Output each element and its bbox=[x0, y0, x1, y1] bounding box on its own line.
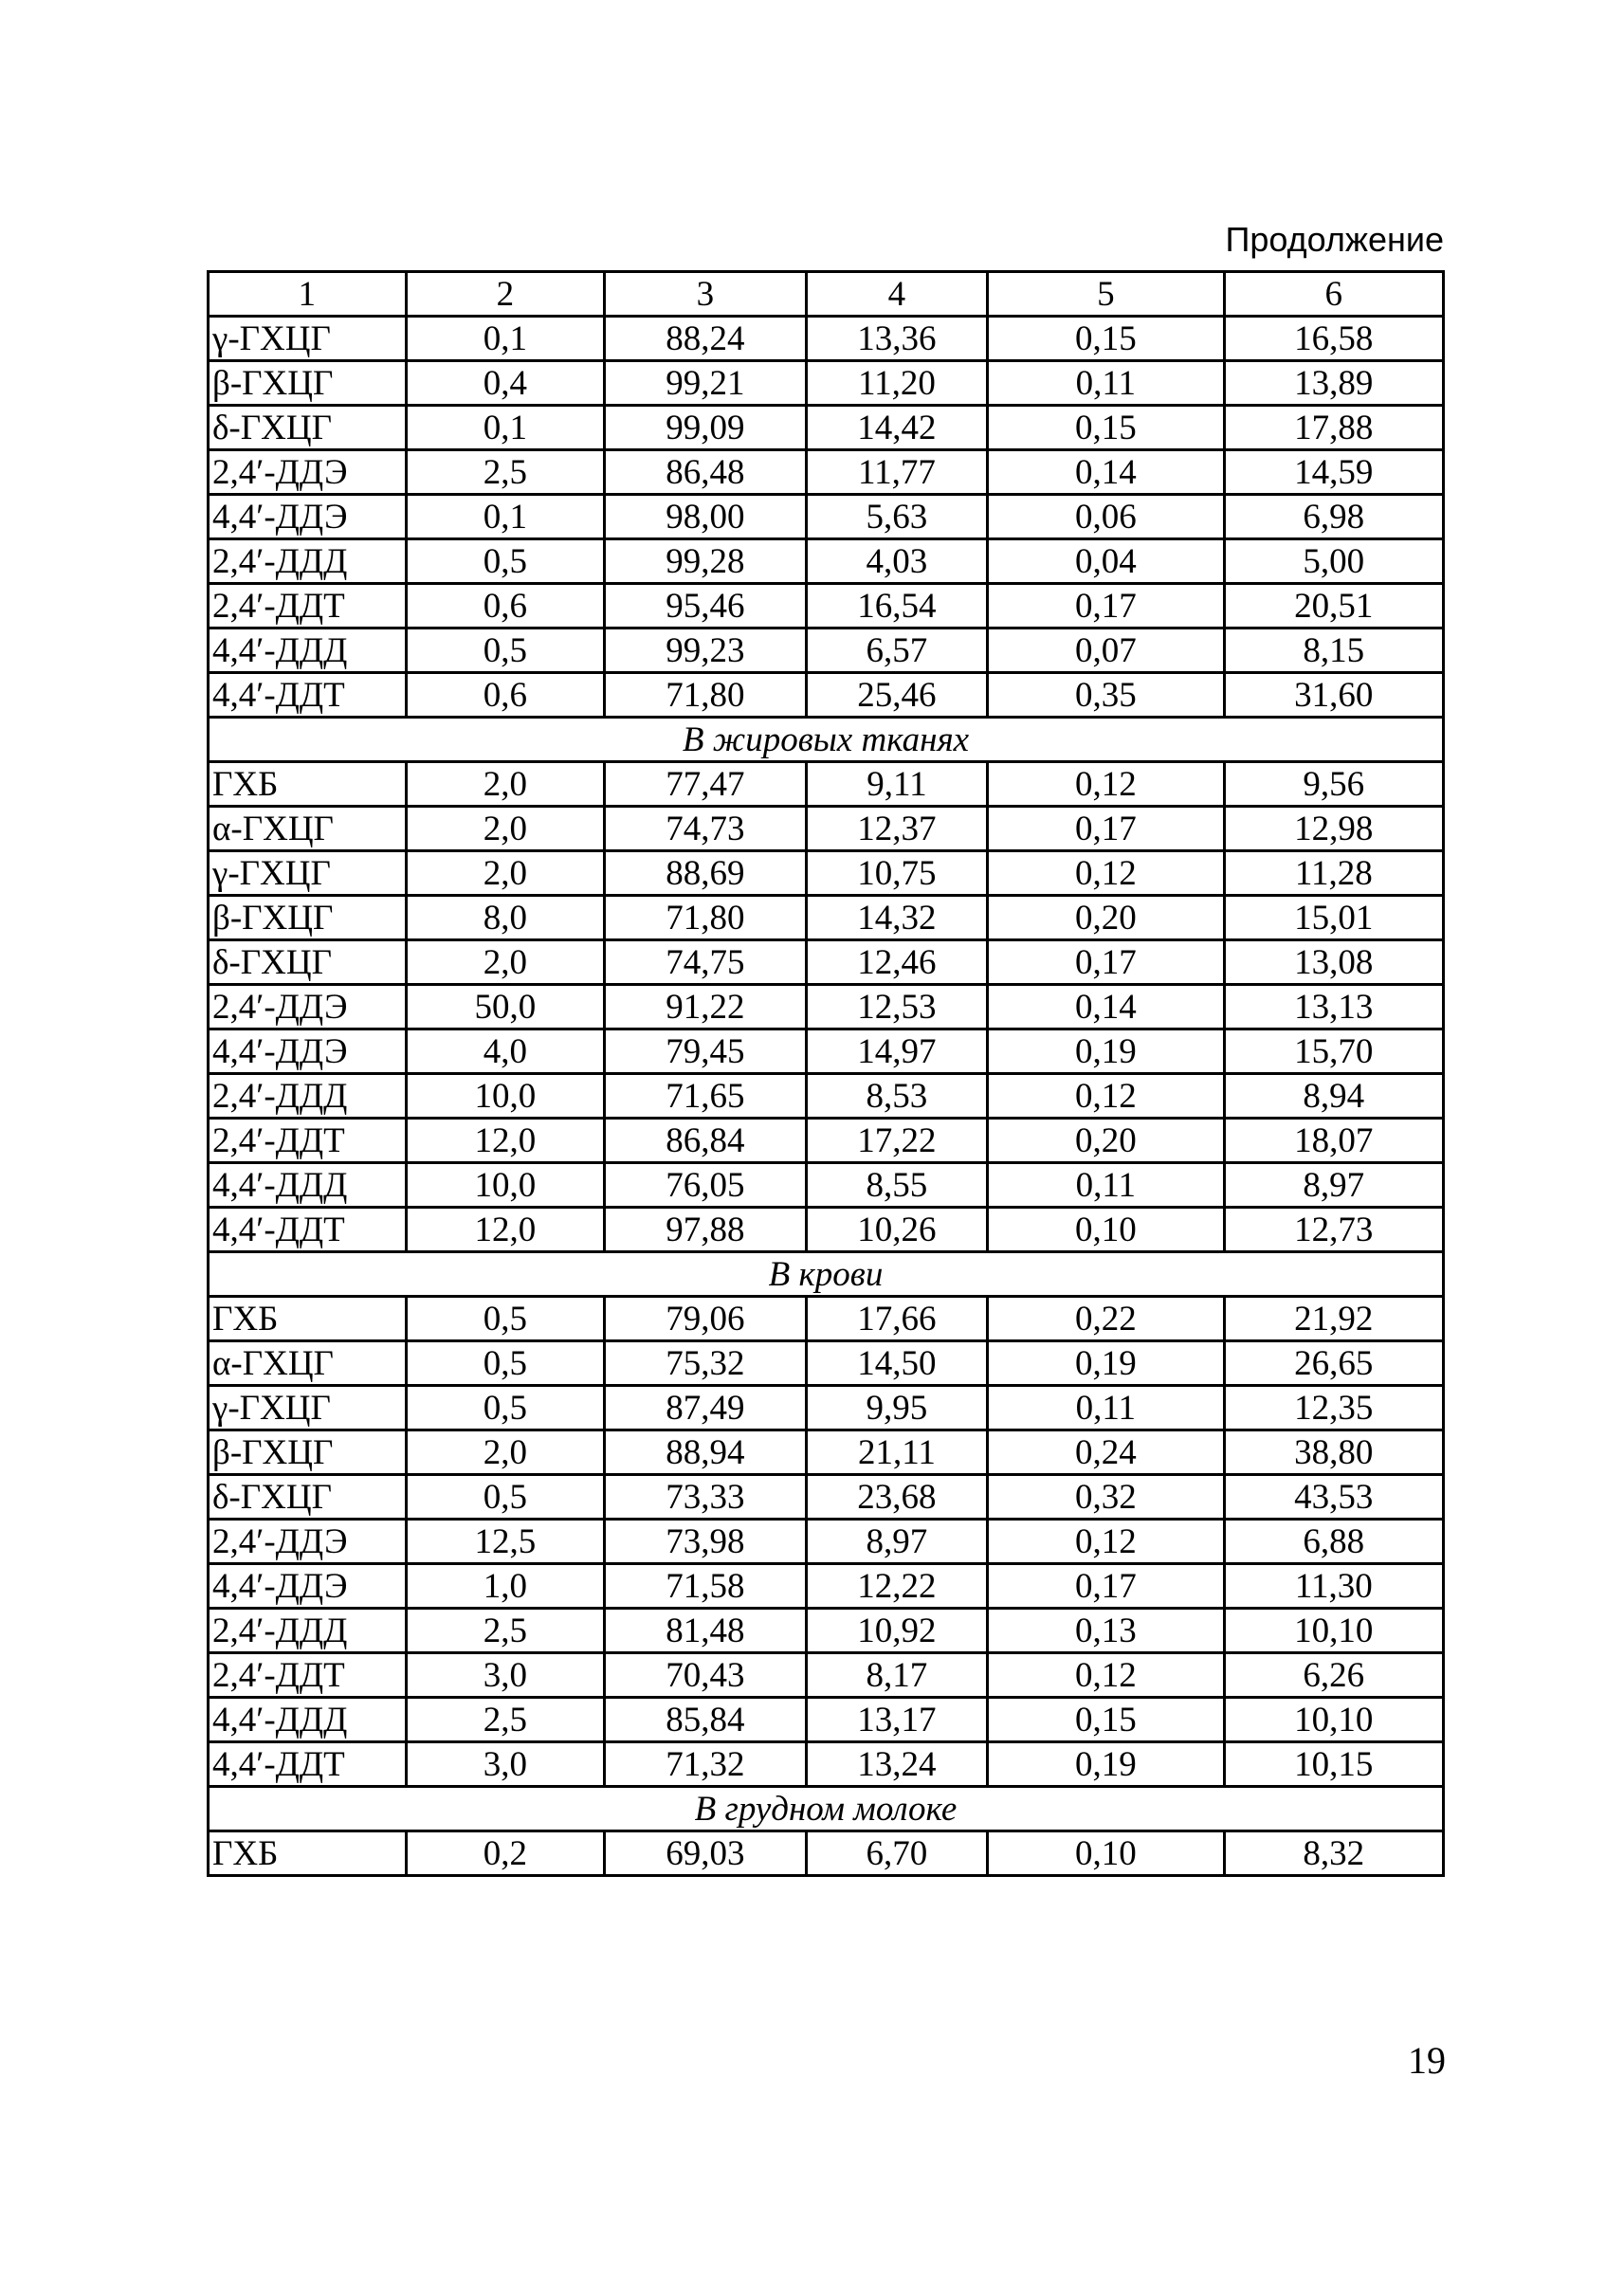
value-cell: 0,10 bbox=[988, 1831, 1224, 1876]
value-cell: 0,19 bbox=[988, 1742, 1224, 1787]
value-cell: 10,10 bbox=[1224, 1698, 1443, 1742]
value-cell: 31,60 bbox=[1224, 673, 1443, 718]
value-cell: 0,12 bbox=[988, 1074, 1224, 1119]
value-cell: 2,0 bbox=[406, 851, 604, 896]
value-cell: 98,00 bbox=[605, 495, 807, 539]
value-cell: 17,22 bbox=[806, 1119, 988, 1163]
value-cell: 8,97 bbox=[1224, 1163, 1443, 1208]
value-cell: 14,59 bbox=[1224, 450, 1443, 495]
value-cell: 2,0 bbox=[406, 807, 604, 851]
table-row bbox=[209, 1653, 1444, 1698]
value-cell: 0,1 bbox=[406, 317, 604, 361]
value-cell: 91,22 bbox=[605, 985, 807, 1029]
value-cell: 73,98 bbox=[605, 1520, 807, 1564]
value-cell: 14,50 bbox=[806, 1341, 988, 1386]
table-row bbox=[209, 361, 1444, 406]
table-row bbox=[209, 1564, 1444, 1609]
value-cell: 8,97 bbox=[806, 1520, 988, 1564]
value-cell: 88,94 bbox=[605, 1430, 807, 1475]
value-cell: 76,05 bbox=[605, 1163, 807, 1208]
value-cell: 71,65 bbox=[605, 1074, 807, 1119]
value-cell: 0,11 bbox=[988, 361, 1224, 406]
value-cell: 8,17 bbox=[806, 1653, 988, 1698]
value-cell: 0,5 bbox=[406, 1475, 604, 1520]
value-cell: 0,07 bbox=[988, 628, 1224, 673]
value-cell: 13,17 bbox=[806, 1698, 988, 1742]
value-cell: 18,07 bbox=[1224, 1119, 1443, 1163]
table-row bbox=[209, 495, 1444, 539]
compound-name-cell: 2,4′-ДДД bbox=[209, 539, 407, 584]
value-cell: 11,30 bbox=[1224, 1564, 1443, 1609]
value-cell: 14,42 bbox=[806, 406, 988, 450]
table-row bbox=[209, 807, 1444, 851]
column-header: 1 bbox=[209, 272, 407, 317]
compound-name-cell: δ-ГХЦГ bbox=[209, 406, 407, 450]
value-cell: 3,0 bbox=[406, 1653, 604, 1698]
value-cell: 0,6 bbox=[406, 673, 604, 718]
value-cell: 86,48 bbox=[605, 450, 807, 495]
value-cell: 13,13 bbox=[1224, 985, 1443, 1029]
column-header: 5 bbox=[988, 272, 1224, 317]
value-cell: 12,0 bbox=[406, 1208, 604, 1252]
table-row bbox=[209, 1119, 1444, 1163]
value-cell: 71,58 bbox=[605, 1564, 807, 1609]
value-cell: 9,95 bbox=[806, 1386, 988, 1430]
value-cell: 71,32 bbox=[605, 1742, 807, 1787]
value-cell: 0,06 bbox=[988, 495, 1224, 539]
compound-name-cell: 2,4′-ДДД bbox=[209, 1074, 407, 1119]
value-cell: 99,21 bbox=[605, 361, 807, 406]
value-cell: 13,89 bbox=[1224, 361, 1443, 406]
value-cell: 0,11 bbox=[988, 1386, 1224, 1430]
value-cell: 0,15 bbox=[988, 317, 1224, 361]
table-row bbox=[209, 1163, 1444, 1208]
value-cell: 10,26 bbox=[806, 1208, 988, 1252]
value-cell: 12,35 bbox=[1224, 1386, 1443, 1430]
value-cell: 9,11 bbox=[806, 762, 988, 807]
compound-name-cell: γ-ГХЦГ bbox=[209, 1386, 407, 1430]
value-cell: 8,94 bbox=[1224, 1074, 1443, 1119]
value-cell: 0,19 bbox=[988, 1029, 1224, 1074]
table-row bbox=[209, 450, 1444, 495]
value-cell: 0,5 bbox=[406, 1386, 604, 1430]
compound-name-cell: β-ГХЦГ bbox=[209, 1430, 407, 1475]
value-cell: 8,15 bbox=[1224, 628, 1443, 673]
value-cell: 2,0 bbox=[406, 762, 604, 807]
value-cell: 0,12 bbox=[988, 1520, 1224, 1564]
value-cell: 0,32 bbox=[988, 1475, 1224, 1520]
table-row bbox=[209, 317, 1444, 361]
column-header: 3 bbox=[605, 272, 807, 317]
compound-name-cell: β-ГХЦГ bbox=[209, 361, 407, 406]
value-cell: 73,33 bbox=[605, 1475, 807, 1520]
table-row bbox=[209, 1297, 1444, 1341]
section-row bbox=[209, 1252, 1444, 1297]
compound-name-cell: 2,4′-ДДТ bbox=[209, 1119, 407, 1163]
value-cell: 1,0 bbox=[406, 1564, 604, 1609]
value-cell: 0,35 bbox=[988, 673, 1224, 718]
value-cell: 50,0 bbox=[406, 985, 604, 1029]
value-cell: 8,0 bbox=[406, 896, 604, 940]
value-cell: 20,51 bbox=[1224, 584, 1443, 628]
table-row bbox=[209, 1742, 1444, 1787]
compound-name-cell: 2,4′-ДДЭ bbox=[209, 450, 407, 495]
compound-name-cell: γ-ГХЦГ bbox=[209, 851, 407, 896]
compound-name-cell: δ-ГХЦГ bbox=[209, 1475, 407, 1520]
value-cell: 9,56 bbox=[1224, 762, 1443, 807]
compound-name-cell: 2,4′-ДДД bbox=[209, 1609, 407, 1653]
table-row bbox=[209, 1208, 1444, 1252]
value-cell: 99,09 bbox=[605, 406, 807, 450]
compound-name-cell: 4,4′-ДДД bbox=[209, 628, 407, 673]
compound-name-cell: α-ГХЦГ bbox=[209, 807, 407, 851]
data-table bbox=[207, 270, 1445, 1877]
column-header: 2 bbox=[406, 272, 604, 317]
table-row bbox=[209, 1520, 1444, 1564]
value-cell: 0,04 bbox=[988, 539, 1224, 584]
table-row bbox=[209, 851, 1444, 896]
value-cell: 11,28 bbox=[1224, 851, 1443, 896]
value-cell: 13,36 bbox=[806, 317, 988, 361]
value-cell: 99,23 bbox=[605, 628, 807, 673]
continuation-label: Продолжение bbox=[1225, 220, 1444, 259]
value-cell: 23,68 bbox=[806, 1475, 988, 1520]
compound-name-cell: 4,4′-ДДД bbox=[209, 1698, 407, 1742]
value-cell: 0,17 bbox=[988, 807, 1224, 851]
table-row bbox=[209, 762, 1444, 807]
value-cell: 0,12 bbox=[988, 762, 1224, 807]
compound-name-cell: α-ГХЦГ bbox=[209, 1341, 407, 1386]
column-header: 4 bbox=[806, 272, 988, 317]
table-row bbox=[209, 896, 1444, 940]
value-cell: 99,28 bbox=[605, 539, 807, 584]
value-cell: 95,46 bbox=[605, 584, 807, 628]
value-cell: 12,22 bbox=[806, 1564, 988, 1609]
value-cell: 97,88 bbox=[605, 1208, 807, 1252]
value-cell: 0,15 bbox=[988, 1698, 1224, 1742]
value-cell: 16,58 bbox=[1224, 317, 1443, 361]
value-cell: 11,20 bbox=[806, 361, 988, 406]
table-row bbox=[209, 628, 1444, 673]
compound-name-cell: 4,4′-ДДТ bbox=[209, 673, 407, 718]
value-cell: 13,08 bbox=[1224, 940, 1443, 985]
value-cell: 0,20 bbox=[988, 1119, 1224, 1163]
value-cell: 12,0 bbox=[406, 1119, 604, 1163]
table-row bbox=[209, 985, 1444, 1029]
value-cell: 10,0 bbox=[406, 1163, 604, 1208]
page-number: 19 bbox=[1408, 2039, 1446, 2082]
compound-name-cell: ГХБ bbox=[209, 1297, 407, 1341]
value-cell: 0,11 bbox=[988, 1163, 1224, 1208]
compound-name-cell: 2,4′-ДДТ bbox=[209, 584, 407, 628]
table-row bbox=[209, 539, 1444, 584]
value-cell: 0,4 bbox=[406, 361, 604, 406]
value-cell: 0,14 bbox=[988, 985, 1224, 1029]
value-cell: 0,5 bbox=[406, 1297, 604, 1341]
value-cell: 12,37 bbox=[806, 807, 988, 851]
value-cell: 8,53 bbox=[806, 1074, 988, 1119]
value-cell: 12,98 bbox=[1224, 807, 1443, 851]
value-cell: 0,19 bbox=[988, 1341, 1224, 1386]
table-row bbox=[209, 1475, 1444, 1520]
value-cell: 69,03 bbox=[605, 1831, 807, 1876]
value-cell: 0,13 bbox=[988, 1609, 1224, 1653]
value-cell: 71,80 bbox=[605, 896, 807, 940]
compound-name-cell: γ-ГХЦГ bbox=[209, 317, 407, 361]
value-cell: 0,17 bbox=[988, 584, 1224, 628]
table-row bbox=[209, 940, 1444, 985]
value-cell: 0,1 bbox=[406, 495, 604, 539]
compound-name-cell: 2,4′-ДДТ bbox=[209, 1653, 407, 1698]
value-cell: 0,2 bbox=[406, 1831, 604, 1876]
value-cell: 2,0 bbox=[406, 940, 604, 985]
value-cell: 77,47 bbox=[605, 762, 807, 807]
value-cell: 88,69 bbox=[605, 851, 807, 896]
value-cell: 12,46 bbox=[806, 940, 988, 985]
value-cell: 8,32 bbox=[1224, 1831, 1443, 1876]
value-cell: 14,32 bbox=[806, 896, 988, 940]
table-row bbox=[209, 1341, 1444, 1386]
compound-name-cell: β-ГХЦГ bbox=[209, 896, 407, 940]
compound-name-cell: 4,4′-ДДЭ bbox=[209, 1029, 407, 1074]
value-cell: 6,70 bbox=[806, 1831, 988, 1876]
value-cell: 6,57 bbox=[806, 628, 988, 673]
compound-name-cell: 2,4′-ДДЭ bbox=[209, 985, 407, 1029]
table-row bbox=[209, 406, 1444, 450]
table-row bbox=[209, 584, 1444, 628]
value-cell: 88,24 bbox=[605, 317, 807, 361]
compound-name-cell: 2,4′-ДДЭ bbox=[209, 1520, 407, 1564]
value-cell: 0,22 bbox=[988, 1297, 1224, 1341]
table-row bbox=[209, 1430, 1444, 1475]
value-cell: 43,53 bbox=[1224, 1475, 1443, 1520]
section-label: В грудном молоке bbox=[209, 1787, 1444, 1831]
compound-name-cell: ГХБ bbox=[209, 762, 407, 807]
section-row bbox=[209, 1787, 1444, 1831]
value-cell: 79,06 bbox=[605, 1297, 807, 1341]
value-cell: 0,20 bbox=[988, 896, 1224, 940]
section-label: В крови bbox=[209, 1252, 1444, 1297]
value-cell: 10,0 bbox=[406, 1074, 604, 1119]
value-cell: 17,66 bbox=[806, 1297, 988, 1341]
value-cell: 86,84 bbox=[605, 1119, 807, 1163]
value-cell: 2,5 bbox=[406, 1698, 604, 1742]
value-cell: 0,14 bbox=[988, 450, 1224, 495]
value-cell: 21,11 bbox=[806, 1430, 988, 1475]
value-cell: 2,0 bbox=[406, 1430, 604, 1475]
value-cell: 85,84 bbox=[605, 1698, 807, 1742]
value-cell: 4,0 bbox=[406, 1029, 604, 1074]
value-cell: 8,55 bbox=[806, 1163, 988, 1208]
value-cell: 0,24 bbox=[988, 1430, 1224, 1475]
value-cell: 0,15 bbox=[988, 406, 1224, 450]
table-row bbox=[209, 1386, 1444, 1430]
compound-name-cell: 4,4′-ДДЭ bbox=[209, 1564, 407, 1609]
value-cell: 25,46 bbox=[806, 673, 988, 718]
value-cell: 12,5 bbox=[406, 1520, 604, 1564]
compound-name-cell: 4,4′-ДДТ bbox=[209, 1208, 407, 1252]
value-cell: 0,6 bbox=[406, 584, 604, 628]
table-body bbox=[209, 317, 1444, 1876]
table-row bbox=[209, 1609, 1444, 1653]
value-cell: 5,00 bbox=[1224, 539, 1443, 584]
value-cell: 2,5 bbox=[406, 1609, 604, 1653]
value-cell: 0,12 bbox=[988, 851, 1224, 896]
section-label: В жировых тканях bbox=[209, 718, 1444, 762]
compound-name-cell: 4,4′-ДДЭ bbox=[209, 495, 407, 539]
value-cell: 16,54 bbox=[806, 584, 988, 628]
value-cell: 6,98 bbox=[1224, 495, 1443, 539]
value-cell: 14,97 bbox=[806, 1029, 988, 1074]
value-cell: 6,26 bbox=[1224, 1653, 1443, 1698]
table-row bbox=[209, 1698, 1444, 1742]
value-cell: 70,43 bbox=[605, 1653, 807, 1698]
value-cell: 12,73 bbox=[1224, 1208, 1443, 1252]
value-cell: 13,24 bbox=[806, 1742, 988, 1787]
compound-name-cell: ГХБ bbox=[209, 1831, 407, 1876]
value-cell: 3,0 bbox=[406, 1742, 604, 1787]
value-cell: 12,53 bbox=[806, 985, 988, 1029]
value-cell: 0,1 bbox=[406, 406, 604, 450]
value-cell: 21,92 bbox=[1224, 1297, 1443, 1341]
compound-name-cell: 4,4′-ДДТ bbox=[209, 1742, 407, 1787]
compound-name-cell: δ-ГХЦГ bbox=[209, 940, 407, 985]
value-cell: 0,10 bbox=[988, 1208, 1224, 1252]
table-row bbox=[209, 1074, 1444, 1119]
table-row bbox=[209, 1029, 1444, 1074]
value-cell: 10,92 bbox=[806, 1609, 988, 1653]
column-header: 6 bbox=[1224, 272, 1443, 317]
value-cell: 0,17 bbox=[988, 940, 1224, 985]
value-cell: 6,88 bbox=[1224, 1520, 1443, 1564]
value-cell: 74,75 bbox=[605, 940, 807, 985]
value-cell: 5,63 bbox=[806, 495, 988, 539]
table-row bbox=[209, 673, 1444, 718]
compound-name-cell: 4,4′-ДДД bbox=[209, 1163, 407, 1208]
value-cell: 71,80 bbox=[605, 673, 807, 718]
value-cell: 15,70 bbox=[1224, 1029, 1443, 1074]
value-cell: 79,45 bbox=[605, 1029, 807, 1074]
table-row bbox=[209, 1831, 1444, 1876]
value-cell: 15,01 bbox=[1224, 896, 1443, 940]
value-cell: 81,48 bbox=[605, 1609, 807, 1653]
header-row bbox=[209, 272, 1444, 317]
value-cell: 17,88 bbox=[1224, 406, 1443, 450]
value-cell: 0,12 bbox=[988, 1653, 1224, 1698]
value-cell: 0,17 bbox=[988, 1564, 1224, 1609]
value-cell: 10,75 bbox=[806, 851, 988, 896]
value-cell: 10,10 bbox=[1224, 1609, 1443, 1653]
value-cell: 2,5 bbox=[406, 450, 604, 495]
value-cell: 11,77 bbox=[806, 450, 988, 495]
value-cell: 4,03 bbox=[806, 539, 988, 584]
value-cell: 87,49 bbox=[605, 1386, 807, 1430]
value-cell: 26,65 bbox=[1224, 1341, 1443, 1386]
value-cell: 74,73 bbox=[605, 807, 807, 851]
value-cell: 10,15 bbox=[1224, 1742, 1443, 1787]
value-cell: 0,5 bbox=[406, 628, 604, 673]
value-cell: 0,5 bbox=[406, 539, 604, 584]
value-cell: 0,5 bbox=[406, 1341, 604, 1386]
value-cell: 75,32 bbox=[605, 1341, 807, 1386]
section-row bbox=[209, 718, 1444, 762]
value-cell: 38,80 bbox=[1224, 1430, 1443, 1475]
